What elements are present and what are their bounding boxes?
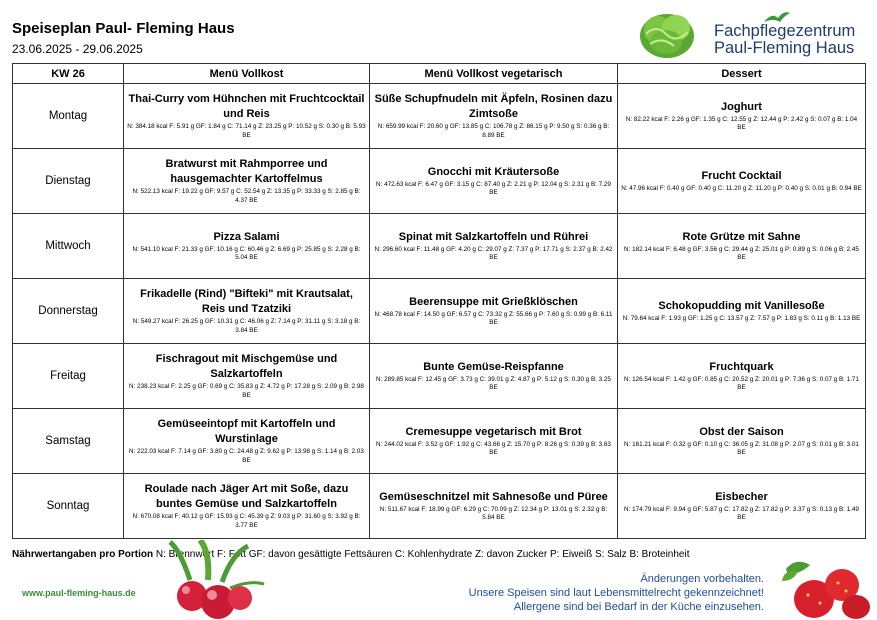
day-label: Samstag <box>13 409 124 474</box>
day-label: Mittwoch <box>13 214 124 279</box>
menu-table <box>12 63 866 539</box>
header-menu: Menü Vollkost <box>124 64 370 84</box>
dish-name: Thai-Curry vom Hühnchen mit Fruchtcocktail und Reis <box>128 93 365 121</box>
dish-name: Bratwurst mit Rahmporree und hausgemachter Kartoffelmus <box>165 158 328 186</box>
vegetarian-cell <box>370 214 618 279</box>
day-label: Sonntag <box>13 474 124 539</box>
vegetarian-cell <box>370 474 618 539</box>
table-row <box>13 84 866 149</box>
vegetarian-cell <box>370 149 618 214</box>
table-row <box>13 344 866 409</box>
nutrition-info: N: 174.79 kcal F: 9.94 g GF: 5.87 g C: 17.82 g Z: 17.82 g P: 3.37 g S: 0.13 g B: 1.49 BE <box>624 505 859 521</box>
dish-name: Gnocchi mit Kräutersoße <box>427 165 560 178</box>
dessert-cell <box>618 279 866 344</box>
table-row <box>13 214 866 279</box>
dish-name: Gemüseschnitzel mit Sahnesoße und Püree <box>379 490 608 503</box>
table-row <box>13 474 866 539</box>
dessert-cell <box>618 149 866 214</box>
nutrition-info: N: 549.27 kcal F: 26.25 g GF: 10.31 g C: 46.06 g Z: 7.14 g P: 31.11 g S: 3.18 g B: 3.84 BE <box>132 318 361 334</box>
dish-name: Fischragout mit Mischgemüse und Salzkartoffeln <box>155 353 338 381</box>
table-header-row <box>13 64 866 84</box>
nutrition-info: N: 161.21 kcal F: 0.32 g GF: 0.10 g C: 36.05 g Z: 31.08 g P: 2.07 g S: 0.01 g B: 3.01 BE <box>624 440 859 456</box>
nutrition-info: N: 522.13 kcal F: 19.22 g GF: 9.57 g C: 52.54 g Z: 13.35 g P: 33.33 g S: 2.85 g B: 4.37 BE <box>132 188 361 204</box>
nutrition-info: N: 82.22 kcal F: 2.26 g GF: 1.35 g C: 12.55 g Z: 12.44 g P: 2.42 g S: 0.07 g B: 1.04 BE <box>625 115 858 131</box>
dessert-cell <box>618 84 866 149</box>
dish-name: Eisbecher <box>715 490 768 503</box>
nutrition-info: N: 659.99 kcal F: 20.60 g GF: 13.85 g C: 106.78 g Z: 86.15 g P: 9.50 g S: 0.36 g B: 8.89 BE <box>377 123 610 139</box>
lettuce-icon <box>636 4 698 60</box>
menu-cell <box>124 84 370 149</box>
nutrition-info: N: 289.85 kcal F: 12.45 g GF: 3.73 g C: 39.01 g Z: 4.87 g P: 5.12 g S: 0.30 g B: 3.25 BE <box>376 375 611 391</box>
dish-name: Frucht Cocktail <box>701 169 782 182</box>
menu-cell <box>124 474 370 539</box>
notice-line-3: Allergene sind bei Bedarf in der Küche einzusehen. <box>513 601 764 613</box>
nutrition-info: N: 296.60 kcal F: 11.48 g GF: 4.20 g C: 29.07 g Z: 7.37 g P: 17.71 g S: 2.37 g B: 2.42 BE <box>374 245 613 261</box>
dessert-cell <box>618 344 866 409</box>
dish-name: Joghurt <box>721 100 762 113</box>
dish-name: Schokopudding mit Vanillesoße <box>658 299 825 312</box>
facility-logo <box>714 10 864 60</box>
dish-name: Roulade nach Jäger Art mit Soße, dazu buntes Gemüse und Salzkartoffeln <box>144 483 349 511</box>
nutrition-info: N: 79.64 kcal F: 1.93 g GF: 1.25 g C: 13.57 g Z: 7.57 g P: 1.83 g S: 0.11 g B: 1.13 BE <box>622 314 861 322</box>
dessert-cell <box>618 409 866 474</box>
header-week: KW 26 <box>13 64 124 84</box>
dish-name: Beerensuppe mit Grießklöschen <box>409 295 578 308</box>
day-label: Dienstag <box>13 149 124 214</box>
notice-line-1: Änderungen vorbehalten. <box>640 573 764 585</box>
dish-name: Rote Grütze mit Sahne <box>682 230 801 243</box>
dish-name: Cremesuppe vegetarisch mit Brot <box>405 425 582 438</box>
website-link[interactable]: www.paul-fleming-haus.de <box>22 588 136 598</box>
nutrition-info: N: 384.18 kcal F: 5.91 g GF: 1.84 g C: 71.14 g Z: 23.25 g P: 10.52 g S: 0.30 g B: 5.93 BE <box>127 123 366 139</box>
table-row <box>13 279 866 344</box>
dish-name: Pizza Salami <box>213 230 280 243</box>
vegetarian-cell <box>370 279 618 344</box>
menu-cell <box>124 344 370 409</box>
footer-notice <box>400 572 764 614</box>
day-label: Donnerstag <box>13 279 124 344</box>
dish-name: Gemüseeintopf mit Kartoffeln und Wurstinlage <box>157 418 336 446</box>
nutrition-info: N: 238.23 kcal F: 2.25 g GF: 0.69 g C: 35.83 g Z: 4.72 g P: 17.28 g S: 2.09 g B: 2.98 BE <box>129 383 364 399</box>
menu-cell <box>124 149 370 214</box>
strawberry-icon <box>776 555 872 620</box>
vegetarian-cell <box>370 344 618 409</box>
logo-line-1: Fachpflegezentrum <box>714 22 856 40</box>
notice-line-2: Unsere Speisen sind laut Lebensmittelrecht gekennzeichnet! <box>468 587 764 599</box>
day-label: Montag <box>13 84 124 149</box>
nutrition-info: N: 182.14 kcal F: 6.48 g GF: 3.56 g C: 29.44 g Z: 25.01 g P: 0.89 g S: 0.06 g B: 2.45 BE <box>624 245 859 261</box>
nutrition-legend <box>12 549 689 560</box>
dessert-cell <box>618 474 866 539</box>
dish-name: Spinat mit Salzkartoffeln und Rührei <box>398 230 589 243</box>
nutrition-info: N: 511.67 kcal F: 18.99 g GF: 6.29 g C: 70.09 g Z: 12.34 g P: 13.01 g S: 2.32 g B: 5.84 BE <box>379 505 608 521</box>
logo-line-2: Paul-Fleming Haus <box>714 39 855 57</box>
date-range: 23.06.2025 - 29.06.2025 <box>12 42 143 56</box>
dish-name: Fruchtquark <box>709 360 774 373</box>
radish-icon <box>160 540 270 620</box>
dessert-cell <box>618 214 866 279</box>
header-dessert: Dessert <box>618 64 866 84</box>
menu-cell <box>124 409 370 474</box>
nutrition-info: N: 472.63 kcal F: 6.47 g GF: 3.15 g C: 87.40 g Z: 2.21 g P: 12.04 g S: 2.31 g B: 7.29 BE <box>376 180 611 196</box>
nutrition-info: N: 468.78 kcal F: 14.50 g GF: 6.57 g C: 73.32 g Z: 55.66 g P: 7.60 g S: 0.99 g B: 6.11 BE <box>374 310 613 326</box>
table-row <box>13 409 866 474</box>
menu-cell <box>124 279 370 344</box>
legend-text: N: Brennwert F: Fett GF: davon gesättigte Fettsäuren C: Kohlenhydrate Z: davon Zucker P: Eiweiß S: Salz B: Broteinheit <box>155 549 690 560</box>
nutrition-info: N: 541.10 kcal F: 21.33 g GF: 10.16 g C: 60.46 g Z: 6.69 g P: 25.85 g S: 2.28 g B: 5.04 BE <box>132 245 361 261</box>
page-title: Speiseplan Paul- Fleming Haus <box>12 20 235 37</box>
nutrition-info: N: 47.96 kcal F: 0.40 g GF: 0.40 g C: 11.20 g Z: 11.20 g P: 0.40 g S: 0.01 g B: 0.94 BE <box>621 184 862 192</box>
nutrition-info: N: 244.02 kcal F: 3.52 g GF: 1.92 g C: 43.66 g Z: 15.70 g P: 8.26 g S: 0.39 g B: 3.63 BE <box>376 440 611 456</box>
legend-label: Nährwertangaben pro Portion <box>12 549 154 560</box>
header-vegetarian: Menü Vollkost vegetarisch <box>370 64 618 84</box>
dish-name: Obst der Saison <box>699 425 784 438</box>
nutrition-info: N: 670.08 kcal F: 40.12 g GF: 15.93 g C: 45.39 g Z: 9.03 g P: 31.60 g S: 3.92 g B: 3.77 BE <box>132 513 361 529</box>
table-row <box>13 149 866 214</box>
day-label: Freitag <box>13 344 124 409</box>
menu-cell <box>124 214 370 279</box>
vegetarian-cell <box>370 84 618 149</box>
dish-name: Süße Schupfnudeln mit Äpfeln, Rosinen dazu Zimtsoße <box>374 93 613 121</box>
nutrition-info: N: 222.03 kcal F: 7.14 g GF: 3.80 g C: 24.48 g Z: 9.62 g P: 13.98 g S: 1.14 g B: 2.03 BE <box>129 448 364 464</box>
nutrition-info: N: 126.54 kcal F: 1.42 g GF: 0.85 g C: 20.52 g Z: 20.01 g P: 7.36 g S: 0.07 g B: 1.71 BE <box>624 375 859 391</box>
dish-name: Frikadelle (Rind) "Bifteki" mit Krautsalat, Reis und Tzatziki <box>140 288 353 316</box>
vegetarian-cell <box>370 409 618 474</box>
dish-name: Bunte Gemüse-Reispfanne <box>423 360 564 373</box>
